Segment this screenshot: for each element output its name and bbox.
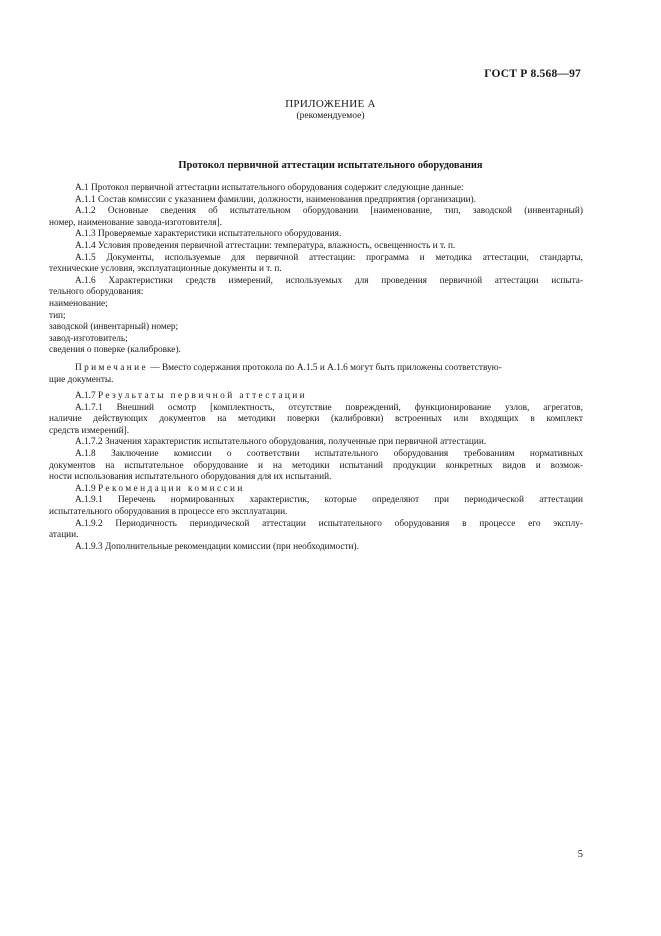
note-label: Примечание: [75, 362, 148, 373]
document-body: [49, 183, 583, 553]
section-heading-a19: [75, 484, 583, 496]
section-number: А.1.7: [75, 391, 98, 402]
text-line: тельного оборудования:: [49, 287, 144, 298]
text-line: технические условия, эксплуатационные документы и т. п.: [49, 264, 282, 275]
text-line: атации.: [49, 530, 79, 541]
text-line: А.1.5 Документы, используемые для первичной аттестации: программа и методика аттестации, стандарты,: [75, 252, 583, 263]
text-line: А.1.9.1 Перечень нормированных характеристик, которые определяют при периодической аттестации: [75, 495, 583, 506]
note: [75, 363, 583, 375]
text-line: А.1.7.2 Значения характеристик испытательного оборудования, полученные при первичной аттестации.: [75, 437, 487, 448]
note-text: щие документы.: [49, 374, 114, 385]
section-title: Результаты первичной аттестации: [97, 391, 308, 402]
text-line: А.1.8 Заключение комиссии о соответствии испытательного оборудования требованиям нормативных: [75, 449, 583, 460]
appendix-subtitle: (рекомендуемое): [296, 111, 365, 121]
section-heading-a17: [75, 391, 583, 403]
text-line: документов на испытательное оборудование и на методики испытаний продукции конкретных видов и возмож-: [49, 460, 583, 471]
text-line: номер, наименование завода-изготовителя].: [49, 217, 222, 228]
text-line: А.1.9.2 Периодичность периодической аттестации испытательного оборудования в процессе его эксплу-: [75, 518, 583, 529]
page-number: 5: [577, 849, 583, 860]
text-line: А.1.4 Условия проведения первичной аттестации: температура, влажность, освещенность и т. п.: [75, 240, 456, 251]
note-text: — Вместо содержания протокола по А.1.5 и А.1.6 могут быть приложены соответствую-: [148, 362, 502, 373]
paragraph-a1: [75, 183, 583, 195]
text-line: А.1.7.1 Внешний осмотр [комплектность, отсутствие повреждений, функционирование узлов, агрегатов,: [75, 402, 583, 413]
protocol-title: Протокол первичной аттестации испытательного оборудования: [178, 160, 483, 171]
text-line: А.1.3 Проверяемые характеристики испытательного оборудования.: [75, 229, 342, 240]
list-item: наименование;: [49, 298, 108, 309]
list-item: заводской (инвентарный) номер;: [49, 322, 179, 333]
text-line: А.1.2 Основные сведения об испытательном оборудовании [наименование, тип, заводской (инвентарный): [75, 206, 583, 217]
text-line: А.1.6 Характеристики средств измерений, используемых для проведения первичной аттестации испыта-: [75, 275, 583, 286]
list-item: сведения о поверке (калибровке).: [49, 345, 181, 356]
text-line: испытательного оборудования в процессе его эксплуатации.: [49, 507, 288, 518]
list-item: тип;: [49, 310, 66, 321]
list-item: завод-изготовитель;: [49, 333, 128, 344]
section-number: А.1.9: [75, 483, 98, 494]
section-title: Рекомендации комиссии: [97, 483, 245, 494]
appendix-title: ПРИЛОЖЕНИЕ А: [285, 98, 376, 110]
text-line: ности использования испытательного оборудования для их испытаний.: [49, 472, 332, 483]
text-line: А.1.1 Состав комиссии с указанием фамилии, должности, наименования предприятия (организации).: [75, 194, 476, 205]
text-line: А.1 Протокол первичной аттестации испытательного оборудования содержит следующие данные:: [75, 183, 464, 193]
text-line: А.1.9.3 Дополнительные рекомендации комиссии (при необходимости).: [75, 541, 359, 552]
text-line: наличие действующих документов на методики поверки (калибровки) встроенных или входящих в комплект: [49, 414, 583, 425]
text-line: средств измерений].: [49, 425, 130, 436]
standard-code: ГОСТ Р 8.568—97: [484, 68, 581, 80]
